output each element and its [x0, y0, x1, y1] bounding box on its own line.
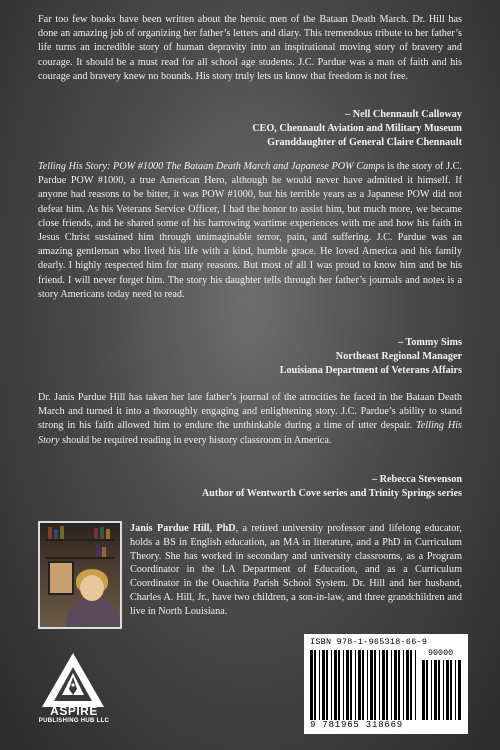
- attribution-calloway: [38, 108, 462, 150]
- barcode-digits: 9 781965 318669: [310, 720, 404, 730]
- attribution-stevenson: [38, 473, 462, 501]
- attribution-sims: [38, 336, 462, 378]
- attribution-title: CEO, Chennault Aviation and Military Museum: [252, 123, 462, 134]
- attribution-name: – Rebecca Stevenson: [372, 474, 462, 485]
- attribution-title: Louisiana Department of Veterans Affairs: [279, 365, 462, 376]
- author-photo: [38, 521, 122, 629]
- attribution-name: – Tommy Sims: [398, 337, 462, 348]
- isbn-text: ISBN 978-1-965318-66-9: [310, 637, 428, 647]
- blurb-sims: Telling His Story: POW #1000 The Bataan Death March and Japanese POW Camps is the story of J.C. Pardue POW #1000, a true American Hero, although he would never have admitted it himself. If anyone had reasons to be bitter, it was POW #1000, but his terrible years as a Japanese POW did not defeat him. As his Veterans Service Officer, I had the honor to assist him, but much more, we became close friends, and he shared some of his harrowing wartime experiences with me and how his faith in Jesus Christ sustained him through unimaginable terror, pain, and suffering. J.C. Pardue was an amazing gentleman who lived his life with a kind, humble grace. He loved America and his family dearly. I highly respected him for many reasons. But most of all I was proud to know him and be his friend. I will never forget him. The story his daughter tells through her father’s journals and notes is a story Americans today need to read.: [38, 161, 462, 300]
- barcode-bars-addon: [422, 660, 462, 720]
- attribution-title: Northeast Regional Manager: [335, 351, 462, 362]
- attribution-title: Author of Wentworth Cove series and Trinity Springs series: [201, 488, 462, 499]
- barcode-bars-main: [310, 650, 418, 720]
- price-code: 90000: [428, 648, 454, 658]
- isbn-barcode: [304, 634, 468, 734]
- blurb-stevenson: Dr. Janis Pardue Hill has taken her late father’s journal of the atrocities he faced in the Bataan Death March and turned it into a thoroughly engaging and enlightening story. J.C. Pardue’s ability to stand strong in his faith allowed him to endure the unthinkable during a time of utter despair. Telling His Story should be required reading in every history classroom in America.: [38, 392, 462, 446]
- publisher-name: ASPIRE PUBLISHING HUB LLC: [38, 704, 110, 724]
- attribution-name: – Nell Chennault Calloway: [345, 109, 462, 120]
- author-bio-text: , a retired university professor and lifelong educator, holds a BS in English education, an MA in literature, and a PhD in Curriculum Theory. She has worked in secondary and university classrooms, as a Program Coordinator in the LA Department of Education, and as a Curriculum Coordinator in the Ouachita Parish School System. Dr. Hill and her husband, Charles A. Hill, Jr., have two children, a son-in-law, and three grandchildren and live in North Louisiana.: [130, 523, 462, 617]
- attribution-title: Granddaughter of General Claire Chennault: [267, 137, 462, 148]
- framed-picture: [48, 561, 74, 595]
- author-bio: [130, 522, 462, 619]
- blurb-calloway: Far too few books have been written about the heroic men of the Bataan Death March. Dr. Hill has done an amazing job of organizing her father’s letters and diary. This tremendous tribute to her father’s life turns an incredible story of human depravity into an inspirational moving story of bravery and courage. It should be a must read for all school age students. J.C. Pardue was a man of faith and his courage and bravery knew no bounds. His story truly lets us know that freedom is not free.: [38, 14, 462, 82]
- author-name: Janis Pardue Hill, PhD: [130, 523, 236, 534]
